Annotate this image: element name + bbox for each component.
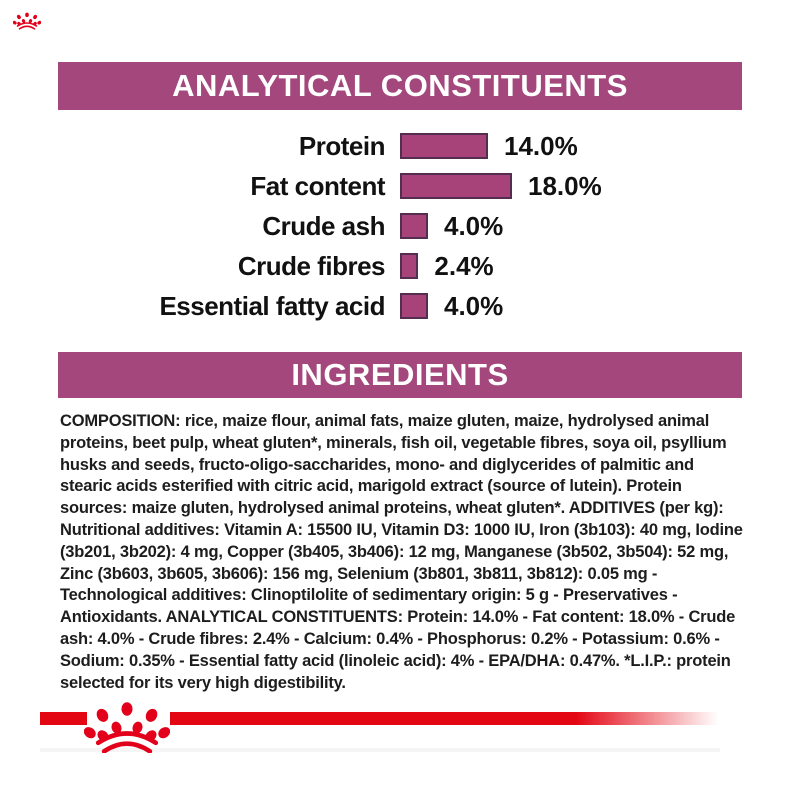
brand-crown-icon bbox=[13, 6, 41, 31]
chart-row bbox=[60, 286, 760, 326]
chart-row bbox=[60, 246, 760, 286]
brand-band-left-segment bbox=[40, 712, 87, 725]
analytical-chart bbox=[60, 126, 760, 326]
chart-bar bbox=[400, 253, 418, 279]
chart-value-label: 4.0% bbox=[444, 290, 504, 321]
chart-category-label: Crude ash bbox=[262, 210, 385, 241]
chart-row bbox=[60, 166, 760, 206]
royal-canin-crown-logo bbox=[84, 687, 170, 753]
chart-bar bbox=[400, 173, 512, 199]
chart-bar bbox=[400, 293, 428, 319]
chart-row bbox=[60, 206, 760, 246]
chart-bar bbox=[400, 133, 488, 159]
brand-band-right-segment bbox=[170, 712, 718, 725]
chart-value-label: 18.0% bbox=[528, 170, 602, 201]
chart-category-label: Fat content bbox=[250, 170, 385, 201]
chart-row bbox=[60, 126, 760, 166]
ingredients-paragraph: COMPOSITION: rice, maize flour, animal fats, maize gluten, maize, hydrolysed animal proteins, beet pulp, wheat gluten*, minerals, fish oil, vegetable fibres, soya oil, psyllium husks and seeds, fructo-oligo-saccharides, mono- and diglycerides of palmitic and stearic acids esterified with citric acid, marigold extract (source of lutein). Protein sources: maize gluten, hydrolysed animal proteins, wheat gluten*. ADDITIVES (per kg): Nutritional additives: Vitamin A: 15500 IU, Vitamin D3: 1000 IU, Iron (3b103): 40 mg, Iodine (3b201, 3b202): 4 mg, Copper (3b405, 3b406): 12 mg, Manganese (3b502, 3b504): 52 mg, Zinc (3b603, 3b605, 3b606): 156 mg, Selenium (3b801, 3b811, 3b812): 0.05 mg - Technological additives: Clinoptilolite of sedimentary origin: 5 g - Preservatives - Antioxidants. ANALYTICAL CONSTITUENTS: Protein: 14.0% - Fat content: 18.0% - Crude ash: 4.0% - Crude fibres: 2.4% - Calcium: 0.4% - Phosphorus: 0.2% - Potassium: 0.6% - Sodium: 0.35% - Essential fatty acid (linoleic acid): 4% - EPA/DHA: 0.47%. *L.I.P.: protein selected for its very high digestibility. bbox=[60, 412, 743, 692]
analytical-constituents-header bbox=[58, 62, 742, 110]
ingredients-title: INGREDIENTS bbox=[291, 357, 509, 392]
ingredients-header bbox=[58, 352, 742, 398]
analytical-constituents-title: ANALYTICAL CONSTITUENTS bbox=[172, 68, 628, 103]
chart-category-label: Protein bbox=[298, 130, 385, 161]
chart-value-label: 14.0% bbox=[504, 130, 578, 161]
chart-value-label: 2.4% bbox=[434, 250, 494, 281]
chart-category-label: Crude fibres bbox=[237, 250, 385, 281]
chart-bar bbox=[400, 213, 428, 239]
chart-category-label: Essential fatty acid bbox=[159, 290, 385, 321]
chart-value-label: 4.0% bbox=[444, 210, 504, 241]
